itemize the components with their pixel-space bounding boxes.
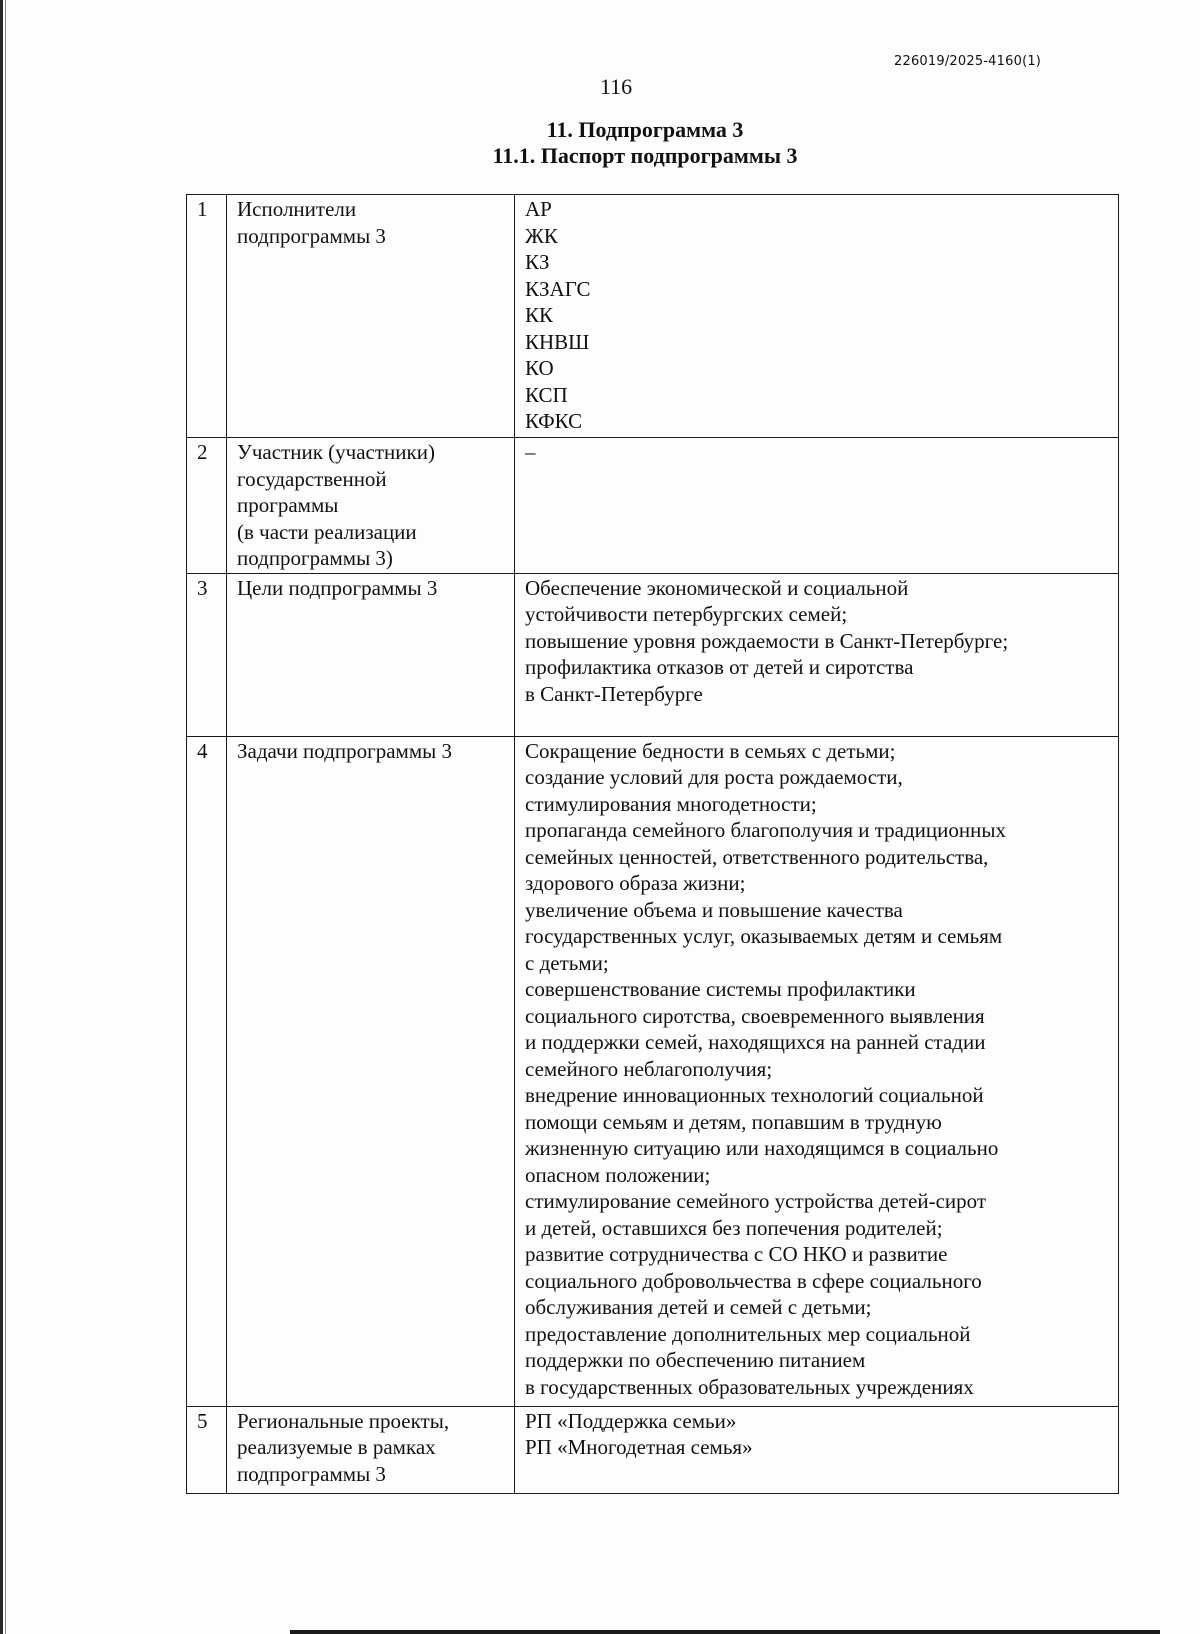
label-line: Региональные проекты, xyxy=(237,1408,450,1433)
value-line: – xyxy=(525,440,536,464)
row-number: 5 xyxy=(187,1406,227,1493)
value-line: обслуживания детей и семей с детьми; xyxy=(525,1295,872,1319)
value-line: развитие сотрудничества с СО НКО и развитие xyxy=(525,1242,948,1266)
value-line: КК xyxy=(525,303,554,327)
table-row xyxy=(187,1406,1119,1493)
value-line: и поддержки семей, находящихся на ранней стадии xyxy=(525,1030,986,1054)
row-label xyxy=(227,573,515,736)
value-line: ЖК xyxy=(525,223,558,248)
value-line: в государственных образовательных учреждениях xyxy=(525,1374,974,1399)
value-line: устойчивости петербургских семей; xyxy=(525,602,848,626)
value-line: стимулирование семейного устройства детей-сирот xyxy=(525,1189,987,1213)
value-line: повышение уровня рождаемости в Санкт-Петербурге; xyxy=(525,628,1009,653)
label-line: подпрограммы 3 xyxy=(237,1461,386,1486)
label-line: государственной xyxy=(237,466,387,491)
row-label xyxy=(227,736,515,1406)
row-value xyxy=(515,736,1119,1406)
table-row xyxy=(187,573,1119,736)
value-line: семейного неблагополучия; xyxy=(525,1056,773,1081)
page-number: 116 xyxy=(600,74,633,99)
label-line: (в части реализации xyxy=(237,519,417,544)
label-line: Цели подпрограммы 3 xyxy=(237,575,438,600)
value-line: государственных услуг, оказываемых детям и семьям xyxy=(525,924,1003,948)
value-line: Сокращение бедности в семьях с детьми; xyxy=(525,738,896,763)
scan-bottom-edge xyxy=(290,1630,1160,1634)
row-value xyxy=(515,1406,1119,1493)
value-line: профилактика отказов от детей и сиротства xyxy=(525,655,914,679)
value-line: создание условий для роста рождаемости, xyxy=(525,765,903,789)
value-line: предоставление дополнительных мер социальной xyxy=(525,1321,971,1346)
label-line: подпрограммы 3 xyxy=(237,223,386,248)
value-line: КНВШ xyxy=(525,329,590,354)
value-line: КФКС xyxy=(525,409,583,433)
value-line: КО xyxy=(525,356,554,380)
row-label xyxy=(227,438,515,574)
row-number: 4 xyxy=(187,736,227,1406)
value-line: и детей, оставшихся без попечения родителей; xyxy=(525,1215,943,1240)
table-row xyxy=(187,736,1119,1406)
value-line: РП «Поддержка семьи» xyxy=(525,1408,737,1433)
label-line: программы xyxy=(237,493,339,517)
value-line: социального добровольчества в сфере социального xyxy=(525,1268,982,1293)
document-number: 226019/2025-4160(1) xyxy=(894,54,1042,69)
value-line: семейных ценностей, ответственного родительства, xyxy=(525,844,989,869)
scan-left-edge xyxy=(0,0,3,1634)
row-number: 2 xyxy=(187,438,227,574)
value-line: Обеспечение экономической и социальной xyxy=(525,575,909,600)
label-line: Задачи подпрограммы 3 xyxy=(237,738,452,763)
value-line: здорового образа жизни; xyxy=(525,871,746,895)
value-line: стимулирования многодетности; xyxy=(525,791,817,816)
value-line: АР xyxy=(525,197,552,221)
value-line: КСП xyxy=(525,382,568,407)
row-number: 3 xyxy=(187,573,227,736)
value-line: социального сиротства, своевременного выявления xyxy=(525,1003,985,1028)
value-line: увеличение объема и повышение качества xyxy=(525,897,903,922)
scan-left-edge-line xyxy=(5,0,6,1634)
row-value xyxy=(515,438,1119,574)
value-line: совершенствование системы профилактики xyxy=(525,977,916,1001)
row-label xyxy=(227,195,515,438)
value-line: помощи семьям и детям, попавшим в трудную xyxy=(525,1109,942,1134)
row-number: 1 xyxy=(187,195,227,438)
value-line: пропаганда семейного благополучия и традиционных xyxy=(525,818,1006,842)
label-line: Исполнители xyxy=(237,197,357,221)
section-title: 11. Подпрограмма 3 xyxy=(546,117,744,142)
table-row xyxy=(187,438,1119,574)
table-row xyxy=(187,195,1119,438)
row-label xyxy=(227,1406,515,1493)
passport-table xyxy=(186,194,1119,1494)
value-line: КЗ xyxy=(525,250,550,274)
row-value xyxy=(515,195,1119,438)
label-line: Участник (участники) xyxy=(237,440,435,464)
value-line: КЗАГС xyxy=(525,276,591,301)
value-line: опасном положении; xyxy=(525,1162,711,1187)
value-line: с детьми; xyxy=(525,950,609,975)
value-line: жизненную ситуацию или находящимся в социально xyxy=(525,1136,999,1160)
row-value xyxy=(515,573,1119,736)
subsection-title: 11.1. Паспорт подпрограммы 3 xyxy=(492,143,798,168)
value-line: поддержки по обеспечению питанием xyxy=(525,1348,866,1372)
label-line: подпрограммы 3) xyxy=(237,546,393,570)
value-line: РП «Многодетная семья» xyxy=(525,1435,753,1459)
value-line: в Санкт-Петербурге xyxy=(525,681,703,706)
label-line: реализуемые в рамках xyxy=(237,1435,436,1459)
value-line: внедрение инновационных технологий социальной xyxy=(525,1083,984,1107)
